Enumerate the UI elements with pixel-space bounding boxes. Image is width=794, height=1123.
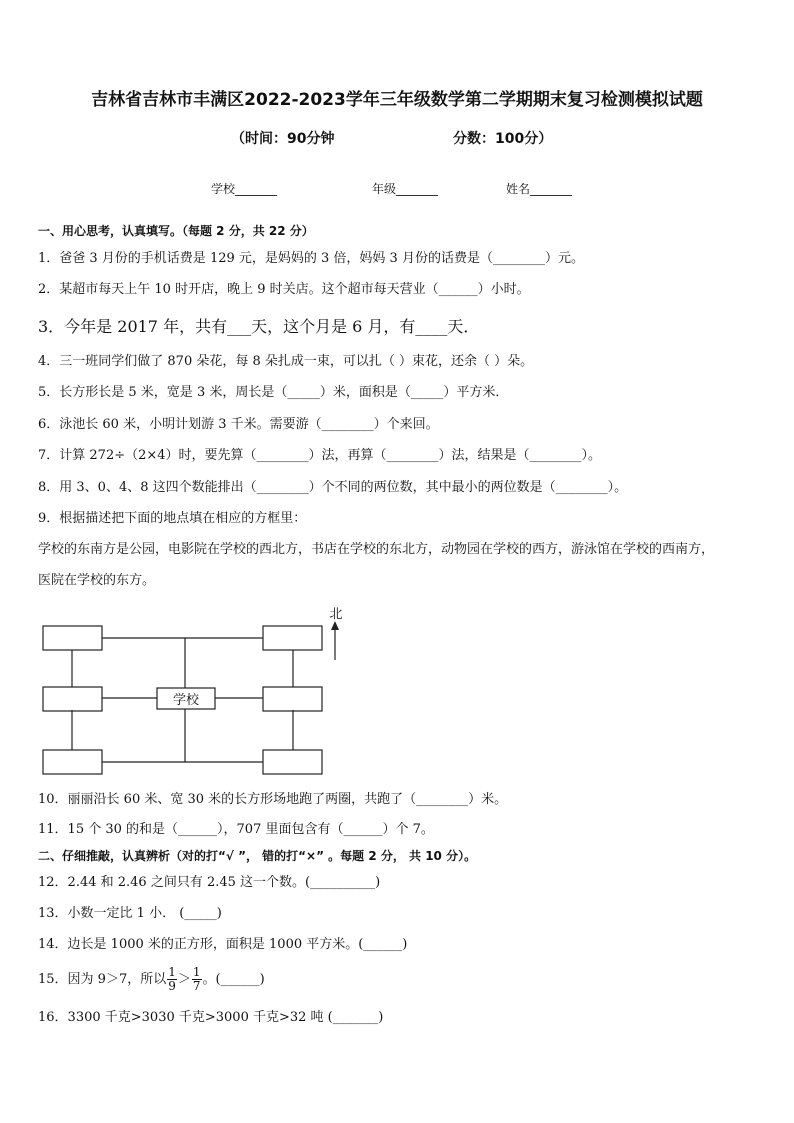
- page-title: 吉林省吉林市丰满区2022-2023学年三年级数学第二学期期末复习检测模拟试题: [91, 90, 703, 110]
- fraction-numerator: 1: [168, 965, 176, 979]
- fraction-one-seventh: [192, 966, 202, 993]
- question-5: 5．长方形长是 5 米，宽是 3 米，周长是（_____）米，面积是（_____）平方米．: [38, 385, 509, 400]
- blank-box-northwest[interactable]: [43, 626, 102, 650]
- north-label: 北: [329, 607, 343, 622]
- blank-box-southeast[interactable]: [263, 750, 322, 774]
- blank-box-northeast[interactable]: [263, 626, 322, 650]
- question-10: 10．丽丽沿长 60 米、宽 30 米的长方形场地跑了两圈，共跑了（________）米。: [38, 792, 508, 807]
- greater-than-sign: ＞: [177, 972, 191, 987]
- exam-time: （时间：90分钟: [231, 131, 335, 147]
- fraction-denominator: 9: [168, 979, 176, 993]
- exam-score: 分数：100分）: [453, 131, 553, 147]
- question-2: 2．某超市每天上午 10 时开店，晚上 9 时关店。这个超市每天营业（______）小时。: [38, 282, 530, 297]
- school-field[interactable]: 学校_______: [211, 182, 278, 196]
- fraction-one-ninth: [167, 966, 177, 993]
- question-7: 7．计算 272÷（2×4）时，要先算（________）法，再算（________）法，结果是（________）。: [38, 448, 602, 463]
- question-8: 8．用 3、0、4、8 这四个数能排出（________）个不同的两位数，其中最小的两位数是（________）。: [38, 480, 628, 495]
- question-15-suffix: 。(______): [202, 972, 265, 987]
- grade-field[interactable]: 年级_______: [372, 182, 439, 196]
- fraction-denominator: 7: [192, 979, 201, 993]
- question-6: 6．泳池长 60 米，小明计划游 3 千米。需要游（________）个来回。: [38, 417, 439, 432]
- section-1-heading: 一、用心思考，认真填写。（每题 2 分，共 22 分）: [38, 224, 314, 238]
- question-11: 11．15 个 30 的和是（______），707 里面包含有（______）个 7。: [38, 822, 434, 837]
- question-9: 9．根据描述把下面的地点填在相应的方框里：: [38, 511, 307, 526]
- question-15-prefix: 15．因为 9＞7，所以: [38, 972, 167, 987]
- fraction-numerator: 1: [192, 965, 201, 979]
- question-9-description-cont: 医院在学校的东方。: [38, 573, 156, 588]
- blank-box-east[interactable]: [263, 687, 322, 711]
- north-arrow-head: [331, 621, 339, 630]
- question-13: 13．小数一定比 1 小． (_____): [38, 906, 222, 921]
- question-4: 4．三一班同学们做了 870 朵花，每 8 朵扎成一束，可以扎（ ）束花，还余（ ）朵。: [38, 354, 534, 369]
- question-15: [38, 962, 265, 998]
- question-16: 16．3300 千克>3030 千克>3000 千克>32 吨 (_______): [38, 1010, 384, 1025]
- section-2-heading: 二、仔细推敲，认真辨析（对的打“√ ”， 错的打“×” 。每题 2 分， 共 10 分）。: [38, 849, 477, 863]
- blank-box-west[interactable]: [43, 687, 102, 711]
- question-12: 12．2.44 和 2.46 之间只有 2.45 这一个数。(__________): [38, 875, 381, 890]
- school-label: 学校: [172, 693, 200, 708]
- name-field[interactable]: 姓名_______: [506, 182, 573, 196]
- blank-box-southwest[interactable]: [43, 750, 102, 774]
- question-9-description: 学校的东南方是公园，电影院在学校的西北方，书店在学校的东北方，动物园在学校的西方，游泳馆在学校的西南方，: [38, 542, 715, 557]
- question-14: 14．边长是 1000 米的正方形，面积是 1000 平方米。(______): [38, 937, 408, 952]
- question-1: 1．爸爸 3 月份的手机话费是 129 元，是妈妈的 3 倍，妈妈 3 月份的话费是（________）元。: [38, 251, 584, 266]
- question-3: 3．今年是 2017 年，共有___天，这个月是 6 月，有____天．: [38, 317, 480, 336]
